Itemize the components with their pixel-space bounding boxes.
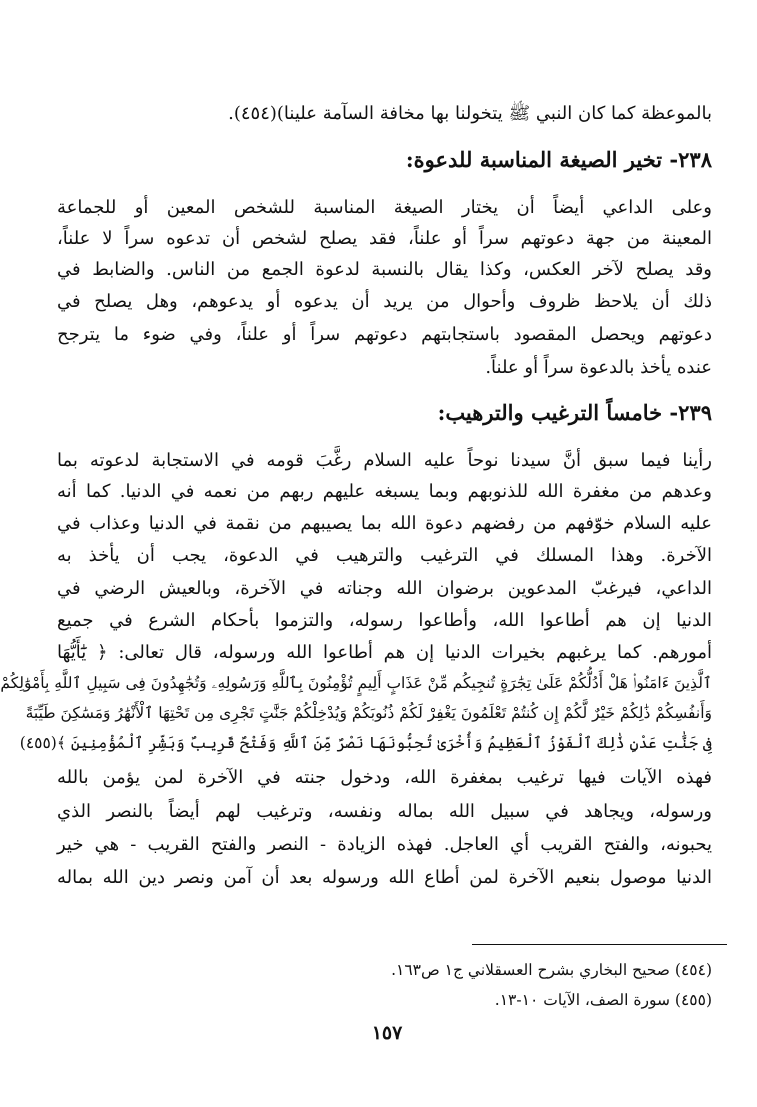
paragraph-line: وقد يصلح لآخر العكس، وكذا يقال بالنسبة لدعوة الجمع من الناس. والضابط في xyxy=(57,259,712,280)
paragraph-line: عليه السلام خوّفهم من رفضهم دعوة الله بما يصيبهم من نقمة في الدنيا وعذاب في xyxy=(57,513,712,534)
quran-verse-line: ٱلَّذِينَ ءَامَنُوا۟ هَلْ أَدُلُّكُمْ عَلَىٰ تِجَٰرَةٍ تُنجِيكُم مِّنْ عَذَابٍ أَلِيمٍ تُؤْمِنُونَ بِٱللَّهِ وَرَسُولِهِۦ وَتُجَٰهِدُونَ فِى سَبِيلِ ٱللَّهِ بِأَمْوَٰلِكُمْ xyxy=(0,674,712,692)
paragraph-line: وعلى الداعي أيضاً أن يختار الصيغة المناسبة للشخص المعين أو للجماعة xyxy=(57,197,712,218)
quran-verse-line: فِى جَنَّٰتِ عَدْنٍ ذَٰلِكَ ٱلْفَوْزُ ٱلْعَظِيمُ وَأُخْرَىٰ تُحِبُّونَهَا نَصْرٌ مِّنَ ٱللَّهِ وَفَتْحٌ قَرِيبٌ وَبَشِّرِ ٱلْمُؤْمِنِينَ ﴾(٤٥٥) xyxy=(19,734,712,752)
paragraph-line: فهذه الآيات فيها ترغيب بمغفرة الله، ودخول جنته في الآخرة لمن يؤمن بالله xyxy=(57,767,712,788)
section-heading-239: ٢٣٩- خامساً الترغيب والترهيب: xyxy=(437,400,712,425)
paragraph-line: عنده يأخذ بالدعوة سراً أو علناً. xyxy=(485,357,712,378)
section-heading-238: ٢٣٨- تخير الصيغة المناسبة للدعوة: xyxy=(405,147,712,172)
paragraph-line: الدنيا إن هم أطاعوا الله، وأطاعوا رسوله، والتزموا بأحكام الشرع في جميع xyxy=(57,610,712,631)
paragraph-line: المعينة من جهة دعوتهم سراً أو علناً، فقد يصلح لشخص أن تدعوه سراً لا علناً، xyxy=(57,228,712,249)
paragraph-line: وعدهم من مغفرة الله للذنوبهم وبما يسبغه عليهم ربهم من نعمه في الدنيا. كما أنه xyxy=(57,481,712,502)
paragraph-line: الآخرة. وهذا المسلك في الترغيب والترهيب في الدعوة، يجب أن يأخذ به xyxy=(57,545,712,566)
footnote-divider xyxy=(472,944,727,945)
footnote-454: (٤٥٤) صحيح البخاري بشرح العسقلاني ج١ ص١٦٣. xyxy=(391,961,712,979)
paragraph-line: بالموعظة كما كان النبي ﷺ يتخولنا بها مخافة السآمة علينا)(٤٥٤). xyxy=(228,103,712,124)
paragraph-line: ورسوله، ويجاهد في سبيل الله بماله ونفسه، وترغيب لهم أيضاً بالنصر الذي xyxy=(57,801,712,822)
paragraph-line: دعوتهم ويحصل المقصود باستجابتهم دعوتهم سراً أو علناً، وفي ضوء ما يترجح xyxy=(57,324,712,345)
quran-verse-line: وَأَنفُسِكُمْ ذَٰلِكُمْ خَيْرٌ لَّكُمْ إِن كُنتُمْ تَعْلَمُونَ يَغْفِرْ لَكُمْ ذُنُوبَكُمْ وَيُدْخِلْكُمْ جَنَّٰتٍ تَجْرِى مِن تَحْتِهَا ٱلْأَنْهَٰرُ وَمَسَٰكِنَ طَيِّبَةً xyxy=(25,704,712,722)
footnote-455: (٤٥٥) سورة الصف، الآيات ١٠-١٣. xyxy=(494,991,712,1009)
paragraph-line: أمورهم. كما يرغبهم بخيرات الدنيا إن هم أطاعوا الله ورسوله، قال تعالى: ﴿ يَٰٓأَيُّهَا xyxy=(57,642,712,663)
paragraph-line: ذلك أن يلاحظ ظروف وأحوال من يريد أن يدعوه أو يدعوهم، وهل يصلح في xyxy=(57,291,712,312)
paragraph-line: الداعي، فيرغبّ المدعوين برضوان الله وجناته في الآخرة، وبالعيش الرضي في xyxy=(57,578,712,599)
page-number: ١٥٧ xyxy=(371,1022,403,1044)
paragraph-line: رأينا فيما سبق أنَّ سيدنا نوحاً عليه السلام رغَّبَ قومه في الاستجابة لدعوته بما xyxy=(57,450,712,471)
paragraph-line: يحبونه، والفتح القريب أي العاجل. فهذه الزيادة - النصر والفتح القريب - هي خير xyxy=(57,834,712,855)
paragraph-line: الدنيا موصول بنعيم الآخرة لمن أطاع الله ورسوله بعد أن آمن ونصر دين الله بماله xyxy=(57,867,712,888)
